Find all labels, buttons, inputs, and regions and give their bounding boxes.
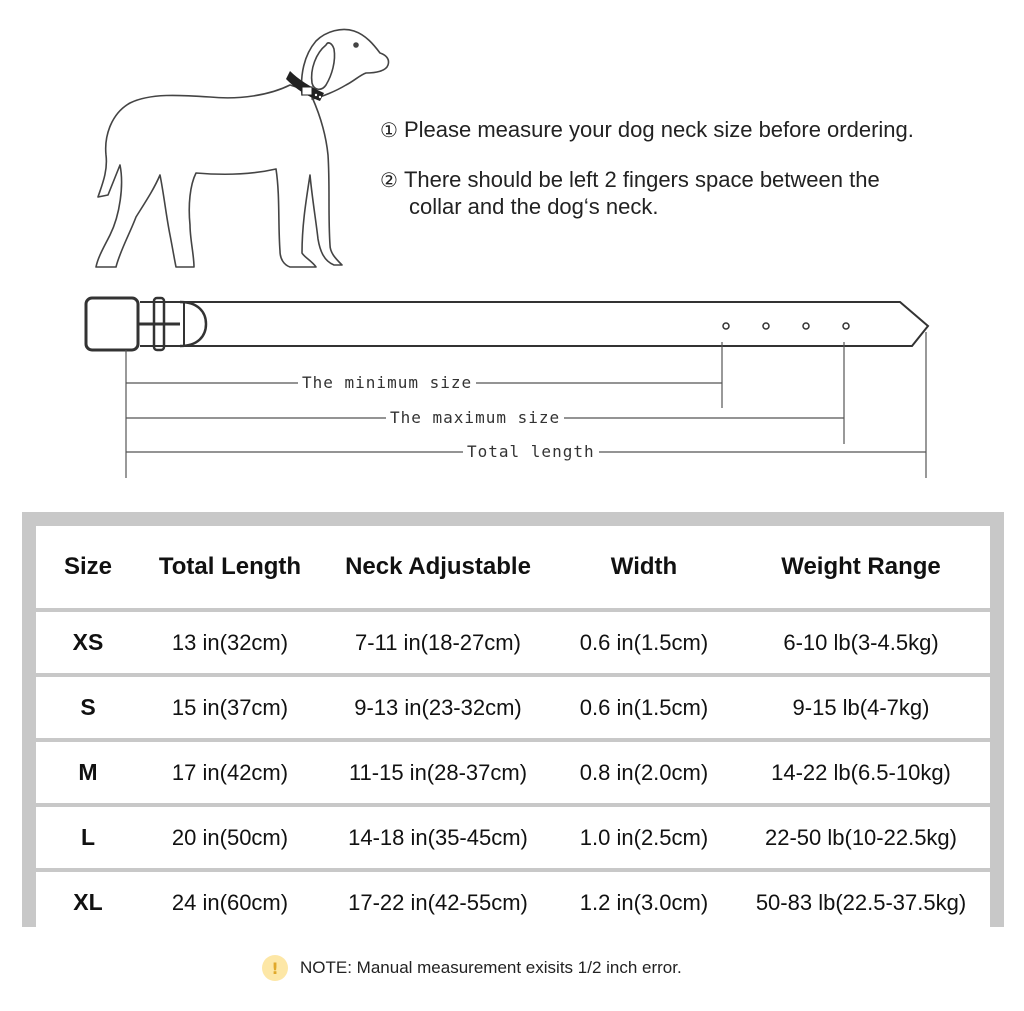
size-cell: S [36, 677, 140, 742]
total-length-cell: 17 in(42cm) [140, 742, 320, 807]
instruction-2 [380, 167, 880, 194]
size-cell: M [36, 742, 140, 807]
header-size: Size [36, 526, 140, 612]
size-cell: L [36, 807, 140, 872]
maximum-size-label: The maximum size [386, 408, 564, 427]
weight-range-cell: 9-15 lb(4-7kg) [732, 677, 990, 742]
number-1-icon: ① [380, 120, 398, 142]
total-length-cell: 15 in(37cm) [140, 677, 320, 742]
header-weight-range: Weight Range [732, 526, 990, 612]
table-row [36, 807, 990, 872]
weight-range-cell: 6-10 lb(3-4.5kg) [732, 612, 990, 677]
table-header-row [36, 526, 990, 612]
header-total-length: Total Length [140, 526, 320, 612]
total-length-label: Total length [463, 442, 599, 461]
measurement-note [262, 955, 682, 981]
hole-icon [843, 323, 849, 329]
instruction-2-line1: There should be left 2 fingers space between the [403, 167, 880, 192]
hole-icon [803, 323, 809, 329]
weight-range-cell: 50-83 lb(22.5-37.5kg) [755, 889, 967, 915]
weight-range-cell: 22-50 lb(10-22.5kg) [732, 807, 990, 872]
instruction-2-line2: collar and the dog‘s neck. [409, 194, 659, 219]
total-length-cell: 24 in(60cm) [171, 889, 289, 915]
neck-adjustable-cell: 14-18 in(35-45cm) [320, 807, 556, 872]
width-cell: 1.0 in(2.5cm) [556, 807, 732, 872]
table-row [36, 872, 990, 933]
width-cell: 0.8 in(2.0cm) [556, 742, 732, 807]
instruction-1-text: Please measure your dog neck size before ordering. [403, 117, 914, 142]
instruction-2-continued [409, 194, 659, 220]
minimum-size-label: The minimum size [298, 373, 476, 392]
width-cell: 0.6 in(1.5cm) [556, 612, 732, 677]
instruction-1 [380, 117, 914, 144]
neck-adjustable-cell: 7-11 in(18-27cm) [320, 612, 556, 677]
hole-icon [723, 323, 729, 329]
header-width: Width [556, 526, 732, 612]
size-cell: XL [73, 889, 103, 915]
neck-adjustable-cell: 9-13 in(23-32cm) [320, 677, 556, 742]
collar-strap [140, 302, 928, 346]
table-row [36, 612, 990, 677]
total-length-cell: 20 in(50cm) [140, 807, 320, 872]
neck-adjustable-cell: 17-22 in(42-55cm) [348, 889, 528, 915]
table-row [36, 677, 990, 742]
note-text: NOTE: Manual measurement exisits 1/2 inch error. [300, 958, 682, 977]
width-cell: 1.2 in(3.0cm) [579, 889, 709, 915]
size-cell: XS [36, 612, 140, 677]
width-cell: 0.6 in(1.5cm) [556, 677, 732, 742]
table-row [36, 742, 990, 807]
warning-icon: ! [262, 955, 288, 981]
hole-icon [763, 323, 769, 329]
weight-range-cell: 14-22 lb(6.5-10kg) [732, 742, 990, 807]
neck-adjustable-cell: 11-15 in(28-37cm) [320, 742, 556, 807]
size-table-frame [22, 512, 1004, 927]
size-table [36, 526, 990, 933]
dog-illustration [90, 25, 400, 275]
number-2-icon: ② [380, 170, 398, 192]
buckle-icon [86, 298, 138, 350]
total-length-cell: 13 in(32cm) [140, 612, 320, 677]
header-neck-adjustable: Neck Adjustable [320, 526, 556, 612]
